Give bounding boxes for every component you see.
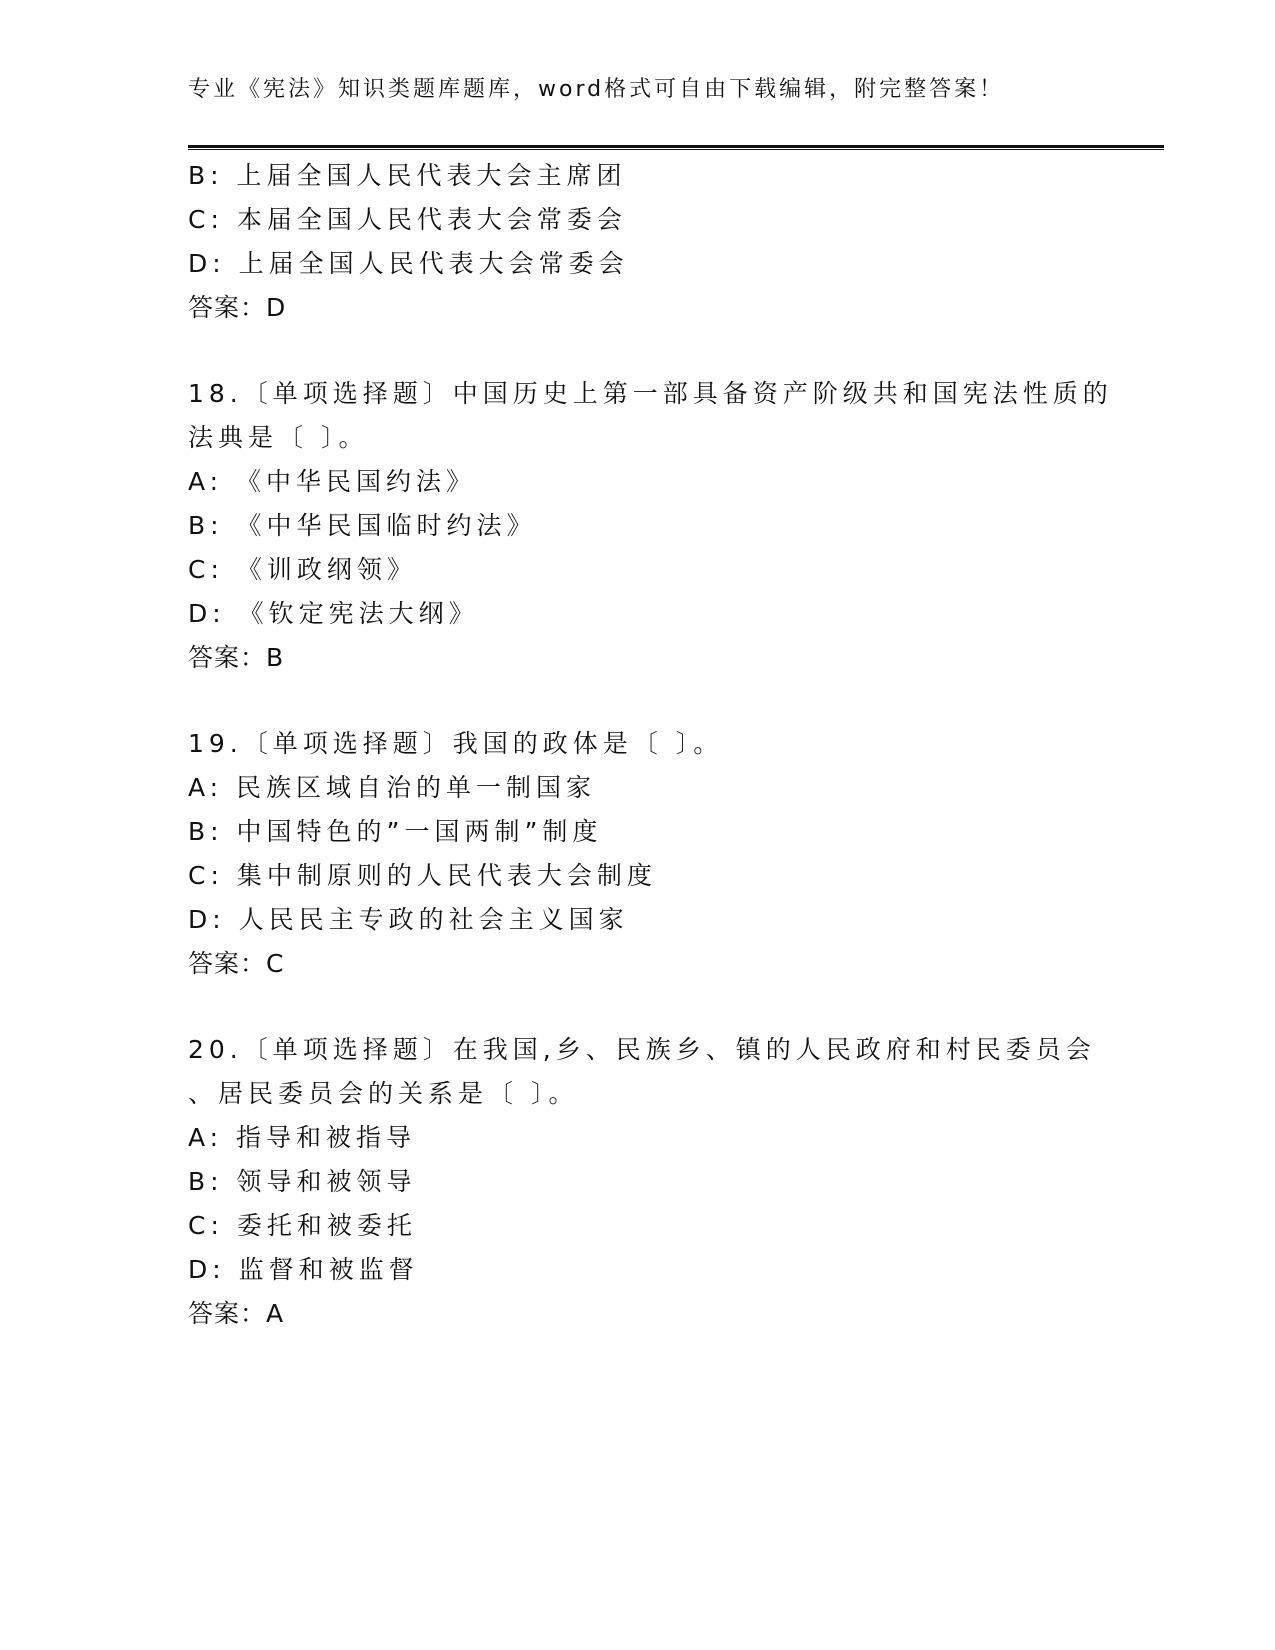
q19-option-a: A: 民族区域自治的单一制国家 — [188, 773, 597, 802]
q18-stem-line1: 18.〔单项选择题〕中国历史上第一部具备资产阶级共和国宪法性质的 — [188, 379, 1113, 408]
q20-stem-line1: 20.〔单项选择题〕在我国,乡、民族乡、镇的人民政府和村民委员会 — [188, 1035, 1096, 1064]
header-rule — [188, 145, 1164, 150]
q17-answer: 答案：D — [188, 293, 287, 322]
q17-option-c: C: 本届全国人民代表大会常委会 — [188, 205, 627, 234]
q18-stem-line2: 法典是〔 〕。 — [188, 423, 369, 452]
q20-option-d: D: 监督和被监督 — [188, 1255, 419, 1284]
q19-stem-line1: 19.〔单项选择题〕我国的政体是〔 〕。 — [188, 729, 724, 758]
q20-option-a: A: 指导和被指导 — [188, 1123, 417, 1152]
q17-option-b: B: 上届全国人民代表大会主席团 — [188, 161, 627, 190]
q20-answer: 答案：A — [188, 1299, 285, 1328]
q20-option-c: C: 委托和被委托 — [188, 1211, 417, 1240]
q20-stem-line2: 、居民委员会的关系是〔 〕。 — [188, 1079, 579, 1108]
q18-option-c: C: 《训政纲领》 — [188, 555, 417, 584]
q18-option-b: B: 《中华民国临时约法》 — [188, 511, 537, 540]
q18-option-d: D: 《钦定宪法大纲》 — [188, 599, 479, 628]
page-header: 专业《宪法》知识类题库题库，word格式可自由下载编辑，附完整答案！ — [188, 77, 1005, 102]
q20-option-b: B: 领导和被领导 — [188, 1167, 417, 1196]
q19-option-b: B: 中国特色的”一国两制”制度 — [188, 817, 603, 846]
q19-answer: 答案：C — [188, 949, 285, 978]
q19-option-c: C: 集中制原则的人民代表大会制度 — [188, 861, 657, 890]
q19-option-d: D: 人民民主专政的社会主义国家 — [188, 905, 629, 934]
q18-answer: 答案：B — [188, 643, 285, 672]
q17-option-d: D: 上届全国人民代表大会常委会 — [188, 249, 629, 278]
q18-option-a: A: 《中华民国约法》 — [188, 467, 477, 496]
